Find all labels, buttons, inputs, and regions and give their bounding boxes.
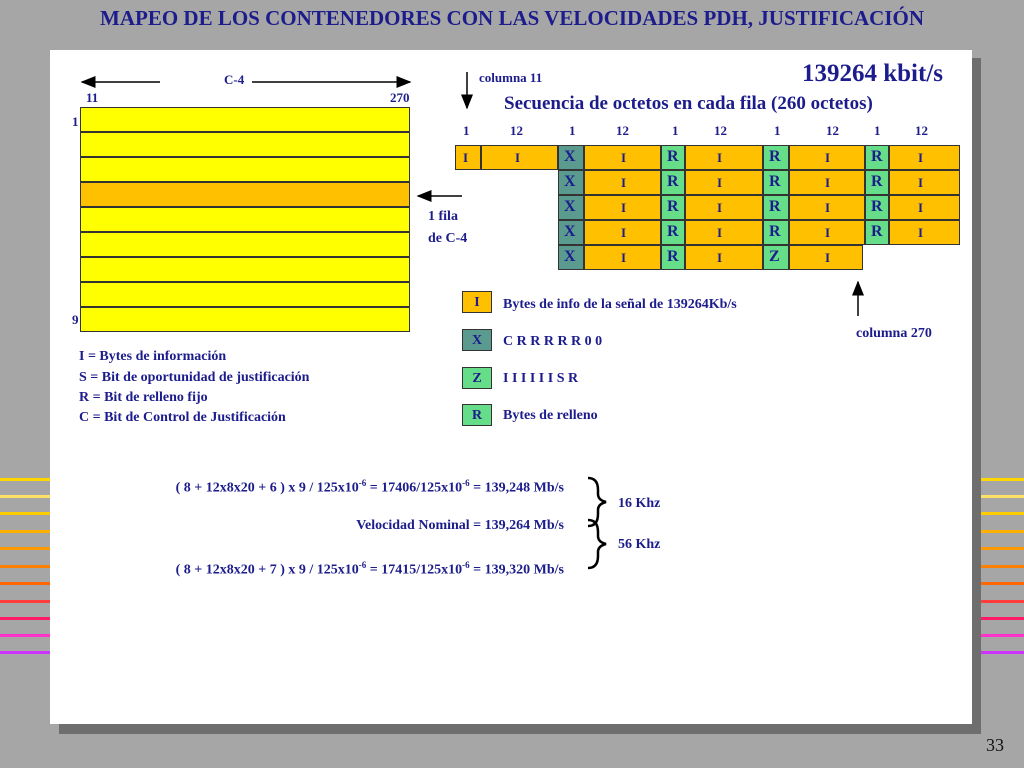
- octet-R: R: [865, 145, 889, 170]
- octet-R: R: [763, 195, 789, 220]
- slide-title: MAPEO DE LOS CONTENEDORES CON LAS VELOCIDADES PDH, JUSTIFICACIÓN: [100, 6, 924, 30]
- c4-row-last: 9: [72, 312, 79, 327]
- c4-row: [80, 257, 410, 282]
- col-number: 12: [714, 123, 727, 138]
- octet-X: X: [558, 220, 584, 245]
- octet-I: I: [584, 195, 661, 220]
- octet-Z: Z: [763, 245, 789, 270]
- c4-row: [80, 307, 410, 332]
- col-number: 1: [874, 123, 881, 138]
- khz56-label: 56 Khz: [618, 537, 661, 552]
- octet-I: I: [685, 220, 763, 245]
- c4-label: C-4: [224, 72, 245, 87]
- c4-row-first: 1: [72, 114, 79, 129]
- octet-R: R: [865, 220, 889, 245]
- octet-I: I: [789, 195, 865, 220]
- c4-col-end: 270: [390, 90, 410, 105]
- octet-R: R: [661, 145, 685, 170]
- nominal-rate: Velocidad Nominal = 139,264 Mb/s: [356, 518, 564, 533]
- column-270-label: columna 270: [856, 326, 932, 341]
- octet-I: I: [584, 145, 661, 170]
- octet-R: R: [763, 170, 789, 195]
- octet-I: I: [584, 245, 661, 270]
- octet-R: R: [661, 245, 685, 270]
- legend-label: I I I I I I S R: [503, 371, 579, 386]
- legend-swatch-X: X: [462, 329, 492, 351]
- legend-swatch-Z: Z: [462, 367, 492, 389]
- octet-I: I: [889, 170, 960, 195]
- col-number: 12: [915, 123, 928, 138]
- octet-X: X: [558, 245, 584, 270]
- col-number: 12: [616, 123, 629, 138]
- octet-R: R: [661, 195, 685, 220]
- octet-I: I: [481, 145, 558, 170]
- octet-I: I: [889, 145, 960, 170]
- octet-X: X: [558, 195, 584, 220]
- c4-row: [80, 107, 410, 132]
- octet-I: I: [789, 170, 865, 195]
- octet-X: X: [558, 170, 584, 195]
- row-pointer-label-1: 1 fila: [428, 209, 458, 224]
- khz16-label: 16 Khz: [618, 496, 661, 511]
- octet-R: R: [763, 220, 789, 245]
- c4-row: [80, 132, 410, 157]
- octet-I: I: [455, 145, 481, 170]
- col-number: 1: [774, 123, 781, 138]
- column-11-label: columna 11: [479, 70, 543, 85]
- col-number: 12: [510, 123, 523, 138]
- col-number: 1: [569, 123, 576, 138]
- legend-swatch-I: I: [462, 291, 492, 313]
- c4-row: [80, 157, 410, 182]
- c4-row: [80, 207, 410, 232]
- c4-col-start: 11: [86, 90, 99, 105]
- octet-I: I: [889, 220, 960, 245]
- octet-R: R: [763, 145, 789, 170]
- c4-row: [80, 282, 410, 307]
- octet-I: I: [685, 245, 763, 270]
- definition-item: C = Bit de Control de Justificación: [79, 410, 286, 425]
- row-pointer-label-2: de C-4: [428, 231, 468, 246]
- sequence-heading: Secuencia de octetos en cada fila (260 octetos): [504, 93, 873, 114]
- legend-swatch-R: R: [462, 404, 492, 426]
- col-number: 1: [463, 123, 470, 138]
- octet-R: R: [865, 170, 889, 195]
- octet-I: I: [789, 245, 863, 270]
- octet-I: I: [685, 145, 763, 170]
- octet-I: I: [584, 170, 661, 195]
- definition-item: I = Bytes de información: [79, 349, 227, 364]
- octet-I: I: [584, 220, 661, 245]
- octet-I: I: [789, 220, 865, 245]
- definition-item: S = Bit de oportunidad de justificación: [79, 370, 310, 385]
- legend-label: Bytes de info de la señal de 139264Kb/s: [503, 297, 737, 312]
- page-number: 33: [986, 735, 1004, 755]
- octet-I: I: [685, 170, 763, 195]
- rate-label: 139264 kbit/s: [802, 60, 944, 87]
- c4-row-highlighted: [80, 182, 410, 207]
- octet-R: R: [661, 170, 685, 195]
- octet-I: I: [789, 145, 865, 170]
- c4-row: [80, 232, 410, 257]
- col-number: 12: [826, 123, 839, 138]
- col-number: 1: [672, 123, 679, 138]
- octet-X: X: [558, 145, 584, 170]
- octet-R: R: [865, 195, 889, 220]
- legend-label: C R R R R R 0 0: [503, 334, 603, 349]
- formula-low: ( 8 + 12x8x20 + 6 ) x $9 / 125x10^{-6} = 17406/125x10^{-6} = 139,248$ Mb/s: [175, 478, 564, 496]
- octet-R: R: [661, 220, 685, 245]
- octet-I: I: [685, 195, 763, 220]
- formula-high: ( 8 + 12x8x20 + 7 ) x $9 / 125x10^{-6} = 17415/125x10^{-6} = 139,320$ Mb/s: [175, 560, 564, 578]
- octet-I: I: [889, 195, 960, 220]
- definition-item: R = Bit de relleno fijo: [79, 390, 208, 405]
- legend-label: Bytes de relleno: [503, 408, 598, 423]
